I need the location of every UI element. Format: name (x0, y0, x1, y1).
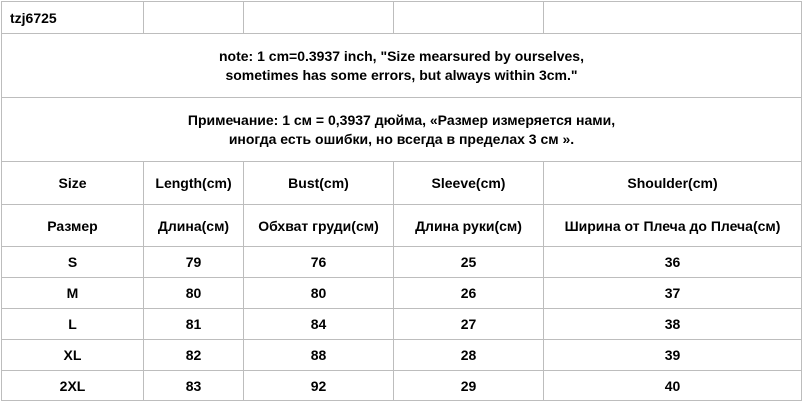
bust-cell: 84 (244, 309, 394, 340)
shoulder-cell: 37 (544, 278, 802, 309)
sleeve-cell: 28 (394, 340, 544, 371)
empty-cell (244, 2, 394, 34)
bust-cell: 80 (244, 278, 394, 309)
header-size-ru: Размер (2, 205, 144, 247)
length-cell: 82 (144, 340, 244, 371)
header-size: Size (2, 162, 144, 205)
note-russian-line-1: Примечание: 1 см = 0,3937 дюйма, «Размер измеряется нами, (187, 111, 616, 128)
empty-cell (394, 2, 544, 34)
length-cell: 79 (144, 247, 244, 278)
size-cell: M (2, 278, 144, 309)
header-shoulder: Shoulder(cm) (544, 162, 802, 205)
code-row (2, 2, 802, 34)
note-russian-line-2: иногда есть ошибки, но всегда в пределах 3 см ». (228, 130, 575, 147)
shoulder-cell: 39 (544, 340, 802, 371)
size-cell: S (2, 247, 144, 278)
length-cell: 81 (144, 309, 244, 340)
table-row (2, 247, 802, 278)
table-row (2, 371, 802, 401)
sleeve-cell: 29 (394, 371, 544, 401)
bust-cell: 88 (244, 340, 394, 371)
product-code: tzj6725 (2, 2, 144, 34)
sleeve-cell: 26 (394, 278, 544, 309)
header-sleeve: Sleeve(cm) (394, 162, 544, 205)
header-row-english (2, 162, 802, 205)
note-russian (2, 98, 802, 162)
empty-cell (144, 2, 244, 34)
header-bust-ru: Обхват груди(см) (244, 205, 394, 247)
note-english-line-2: sometimes has some errors, but always within 3cm." (225, 66, 578, 83)
note-russian-row (2, 98, 802, 162)
sleeve-cell: 25 (394, 247, 544, 278)
empty-cell (544, 2, 802, 34)
header-bust: Bust(cm) (244, 162, 394, 205)
note-english-line-1: note: 1 cm=0.3937 inch, "Size mearsured by ourselves, (219, 47, 584, 64)
size-cell: L (2, 309, 144, 340)
bust-cell: 76 (244, 247, 394, 278)
size-chart-table (1, 1, 802, 401)
header-length-ru: Длина(см) (144, 205, 244, 247)
note-english-row (2, 34, 802, 98)
header-shoulder-ru: Ширина от Плеча до Плеча(см) (544, 205, 802, 247)
sleeve-cell: 27 (394, 309, 544, 340)
header-length: Length(cm) (144, 162, 244, 205)
size-cell: XL (2, 340, 144, 371)
table-row (2, 340, 802, 371)
shoulder-cell: 38 (544, 309, 802, 340)
size-cell: 2XL (2, 371, 144, 401)
note-english (2, 34, 802, 98)
table-row (2, 278, 802, 309)
length-cell: 83 (144, 371, 244, 401)
header-row-russian (2, 205, 802, 247)
shoulder-cell: 36 (544, 247, 802, 278)
length-cell: 80 (144, 278, 244, 309)
bust-cell: 92 (244, 371, 394, 401)
shoulder-cell: 40 (544, 371, 802, 401)
table-row (2, 309, 802, 340)
header-sleeve-ru: Длина руки(см) (394, 205, 544, 247)
